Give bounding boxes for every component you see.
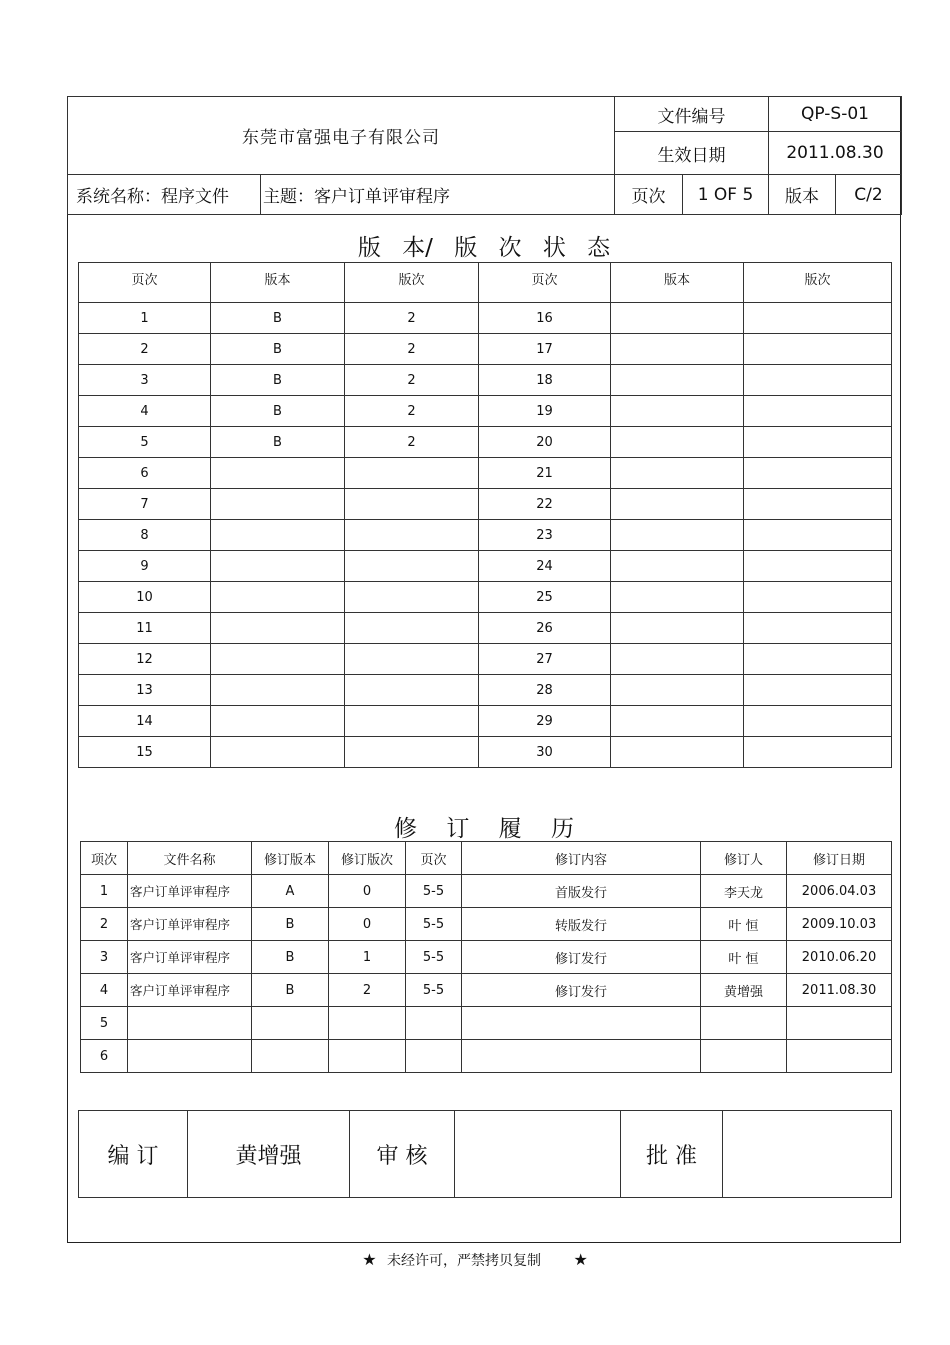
version-status-cell: 6: [79, 458, 211, 489]
version-status-cell: [345, 675, 479, 706]
revision-cell: 2010.06.20: [787, 941, 892, 974]
revision-cell: 李天龙: [701, 875, 787, 908]
version-status-cell: 22: [479, 489, 611, 520]
revision-cell: [701, 1040, 787, 1073]
version-status-cell: [611, 489, 744, 520]
version-status-cell: 7: [79, 489, 211, 520]
revision-row: [81, 1040, 892, 1073]
version-status-cell: [744, 520, 892, 551]
version-status-cell: [744, 303, 892, 334]
revision-header-cell: 修订日期: [787, 842, 892, 875]
version-status-row: [79, 303, 892, 334]
star-icon: ★: [362, 1250, 377, 1269]
version-status-cell: [744, 582, 892, 613]
version-status-cell: [345, 582, 479, 613]
version-status-table: [78, 262, 892, 768]
revision-cell: [406, 1040, 462, 1073]
revision-cell: [329, 1040, 406, 1073]
revision-cell: A: [252, 875, 329, 908]
version-status-header-cell: 版次: [744, 263, 892, 303]
revision-cell: 2011.08.30: [787, 974, 892, 1007]
revision-cell: [787, 1007, 892, 1040]
footer-text: 未经许可，严禁拷贝复制: [387, 1253, 541, 1269]
version-status-cell: 13: [79, 675, 211, 706]
version-status-cell: [611, 644, 744, 675]
version-status-row: [79, 520, 892, 551]
doc-no-label: 文件编号: [615, 97, 769, 132]
revision-cell: 5-5: [406, 974, 462, 1007]
revision-cell: 叶 恒: [701, 908, 787, 941]
revision-file-name: 客户订单评审程序: [128, 875, 252, 908]
reviewer-name: [455, 1111, 621, 1198]
revision-cell: 2006.04.03: [787, 875, 892, 908]
subject: 主题：客户订单评审程序: [261, 175, 615, 215]
revision-cell: 2009.10.03: [787, 908, 892, 941]
revision-history-table: [80, 841, 892, 1073]
version-status-row: [79, 675, 892, 706]
version-status-cell: [611, 737, 744, 768]
version-status-cell: [345, 613, 479, 644]
doc-no: QP-S-01: [769, 97, 902, 132]
revision-cell: 修订发行: [462, 941, 701, 974]
version-status-cell: 2: [345, 303, 479, 334]
version-status-cell: 21: [479, 458, 611, 489]
revision-cell: 叶 恒: [701, 941, 787, 974]
version-status-cell: 2: [345, 396, 479, 427]
company-name: 东莞市富强电子有限公司: [68, 97, 615, 175]
version-status-cell: [211, 675, 345, 706]
version-status-cell: B: [211, 396, 345, 427]
revision-row: [81, 1007, 892, 1040]
version-status-cell: 10: [79, 582, 211, 613]
version-status-cell: [211, 458, 345, 489]
signoff-table: [78, 1110, 892, 1198]
footer: [0, 1250, 950, 1270]
version-status-row: [79, 458, 892, 489]
version-status-cell: B: [211, 427, 345, 458]
revision-cell: [406, 1007, 462, 1040]
revision-row: [81, 875, 892, 908]
version-status-row: [79, 396, 892, 427]
version-status-cell: [211, 613, 345, 644]
version-status-cell: [611, 396, 744, 427]
version-status-cell: [345, 706, 479, 737]
version-status-row: [79, 737, 892, 768]
revision-history-title: 修 订 履 历: [394, 816, 574, 842]
revision-header-cell: 页次: [406, 842, 462, 875]
revision-header-cell: 修订内容: [462, 842, 701, 875]
revision-cell: [252, 1040, 329, 1073]
revision-cell: 首版发行: [462, 875, 701, 908]
version-status-header-cell: 页次: [479, 263, 611, 303]
version-status-cell: [611, 706, 744, 737]
version-status-cell: 2: [79, 334, 211, 365]
revision-cell: 3: [81, 941, 128, 974]
version-status-cell: 27: [479, 644, 611, 675]
version-status-cell: 8: [79, 520, 211, 551]
revision-cell: 黄增强: [701, 974, 787, 1007]
version-status-cell: [744, 396, 892, 427]
version-status-row: [79, 427, 892, 458]
revision-cell: 6: [81, 1040, 128, 1073]
version-status-row: [79, 365, 892, 396]
version-status-cell: [744, 489, 892, 520]
version-status-cell: 5: [79, 427, 211, 458]
version-status-cell: [611, 520, 744, 551]
star-icon: ★: [573, 1250, 588, 1269]
revision-cell: 0: [329, 908, 406, 941]
revision-cell: [329, 1007, 406, 1040]
version-status-cell: [744, 365, 892, 396]
version-status-cell: 30: [479, 737, 611, 768]
revision-cell: 1: [81, 875, 128, 908]
version-status-cell: [345, 737, 479, 768]
version-status-cell: [744, 551, 892, 582]
revision-cell: [462, 1040, 701, 1073]
version-status-cell: [744, 706, 892, 737]
version-status-cell: [211, 489, 345, 520]
system-name: 系统名称：程序文件: [68, 175, 261, 215]
version-status-cell: [611, 334, 744, 365]
revision-header-cell: 修订人: [701, 842, 787, 875]
revision-cell: 5-5: [406, 908, 462, 941]
revision-cell: B: [252, 974, 329, 1007]
revision-cell: [701, 1007, 787, 1040]
version-status-cell: [611, 365, 744, 396]
version-status-cell: 15: [79, 737, 211, 768]
version-status-cell: [744, 644, 892, 675]
revision-cell: 2: [81, 908, 128, 941]
version-status-cell: 29: [479, 706, 611, 737]
revision-cell: 5: [81, 1007, 128, 1040]
revision-cell: B: [252, 941, 329, 974]
revision-file-name: 客户订单评审程序: [128, 941, 252, 974]
version-status-cell: 18: [479, 365, 611, 396]
revision-cell: 修订发行: [462, 974, 701, 1007]
version-status-cell: [744, 458, 892, 489]
version-status-row: [79, 582, 892, 613]
version-status-cell: [345, 489, 479, 520]
revision-cell: [252, 1007, 329, 1040]
version-status-cell: [211, 551, 345, 582]
version-status-cell: B: [211, 303, 345, 334]
version-status-cell: 19: [479, 396, 611, 427]
version-status-cell: [744, 675, 892, 706]
revision-row: [81, 908, 892, 941]
revision-row: [81, 974, 892, 1007]
revision-header-cell: 修订版次: [329, 842, 406, 875]
revision-file-name: 客户订单评审程序: [128, 974, 252, 1007]
version-status-row: [79, 489, 892, 520]
version-status-cell: 4: [79, 396, 211, 427]
revision-cell: [462, 1007, 701, 1040]
revision-file-name: [128, 1007, 252, 1040]
version-status-cell: 23: [479, 520, 611, 551]
version-status-cell: [345, 520, 479, 551]
version-status-cell: B: [211, 365, 345, 396]
version-status-cell: [611, 551, 744, 582]
revision-cell: [787, 1040, 892, 1073]
version-status-header-cell: 页次: [79, 263, 211, 303]
version-status-cell: 2: [345, 427, 479, 458]
version-status-cell: 2: [345, 334, 479, 365]
version-status-cell: [611, 582, 744, 613]
version-status-cell: 25: [479, 582, 611, 613]
version-status-cell: 12: [79, 644, 211, 675]
review-label: 审 核: [350, 1111, 455, 1198]
version-status-cell: 2: [345, 365, 479, 396]
revision-cell: B: [252, 908, 329, 941]
version-status-cell: [345, 458, 479, 489]
version-status-cell: [611, 613, 744, 644]
page-value: 1 OF 5: [683, 175, 769, 215]
revision-cell: 5-5: [406, 941, 462, 974]
revision-header-cell: 文件名称: [128, 842, 252, 875]
version-status-cell: [744, 737, 892, 768]
version-status-header-cell: 版本: [211, 263, 345, 303]
version-status-cell: 26: [479, 613, 611, 644]
version-status-cell: [211, 644, 345, 675]
version-status-row: [79, 706, 892, 737]
revision-cell: 0: [329, 875, 406, 908]
version-status-cell: 20: [479, 427, 611, 458]
version-status-cell: [211, 737, 345, 768]
version-status-cell: 1: [79, 303, 211, 334]
compiler-name: 黄增强: [188, 1111, 350, 1198]
version-status-header-cell: 版次: [345, 263, 479, 303]
version-status-row: [79, 551, 892, 582]
version-status-cell: 16: [479, 303, 611, 334]
revision-row: [81, 941, 892, 974]
version-status-cell: [345, 644, 479, 675]
version-status-cell: 14: [79, 706, 211, 737]
header-table: [67, 96, 902, 215]
version-status-cell: [611, 675, 744, 706]
version-status-cell: [345, 551, 479, 582]
revision-cell: 2: [329, 974, 406, 1007]
revision-file-name: 客户订单评审程序: [128, 908, 252, 941]
version-status-cell: [211, 582, 345, 613]
version-status-row: [79, 644, 892, 675]
version-status-cell: [744, 334, 892, 365]
version-status-cell: 3: [79, 365, 211, 396]
version-status-title: 版 本/ 版 次 状 态: [357, 235, 611, 261]
effective-date-label: 生效日期: [615, 132, 769, 175]
version-status-cell: [744, 613, 892, 644]
version-status-cell: [211, 706, 345, 737]
approve-label: 批 准: [621, 1111, 723, 1198]
version-status-row: [79, 334, 892, 365]
version-status-cell: [611, 427, 744, 458]
effective-date: 2011.08.30: [769, 132, 902, 175]
revision-cell: 5-5: [406, 875, 462, 908]
revision-cell: 转版发行: [462, 908, 701, 941]
approver-name: [723, 1111, 892, 1198]
version-status-row: [79, 613, 892, 644]
version-status-cell: 11: [79, 613, 211, 644]
version-status-cell: [744, 427, 892, 458]
revision-header-cell: 修订版本: [252, 842, 329, 875]
revision-cell: 4: [81, 974, 128, 1007]
page-label: 页次: [615, 175, 683, 215]
version-value: C/2: [836, 175, 902, 215]
version-status-cell: [211, 520, 345, 551]
version-status-cell: [611, 303, 744, 334]
version-status-header-cell: 版本: [611, 263, 744, 303]
version-status-cell: 28: [479, 675, 611, 706]
version-status-cell: 24: [479, 551, 611, 582]
revision-file-name: [128, 1040, 252, 1073]
version-label: 版本: [769, 175, 836, 215]
revision-header-cell: 项次: [81, 842, 128, 875]
version-status-cell: 9: [79, 551, 211, 582]
version-status-cell: B: [211, 334, 345, 365]
compile-label: 编 订: [79, 1111, 188, 1198]
revision-cell: 1: [329, 941, 406, 974]
version-status-cell: 17: [479, 334, 611, 365]
version-status-cell: [611, 458, 744, 489]
